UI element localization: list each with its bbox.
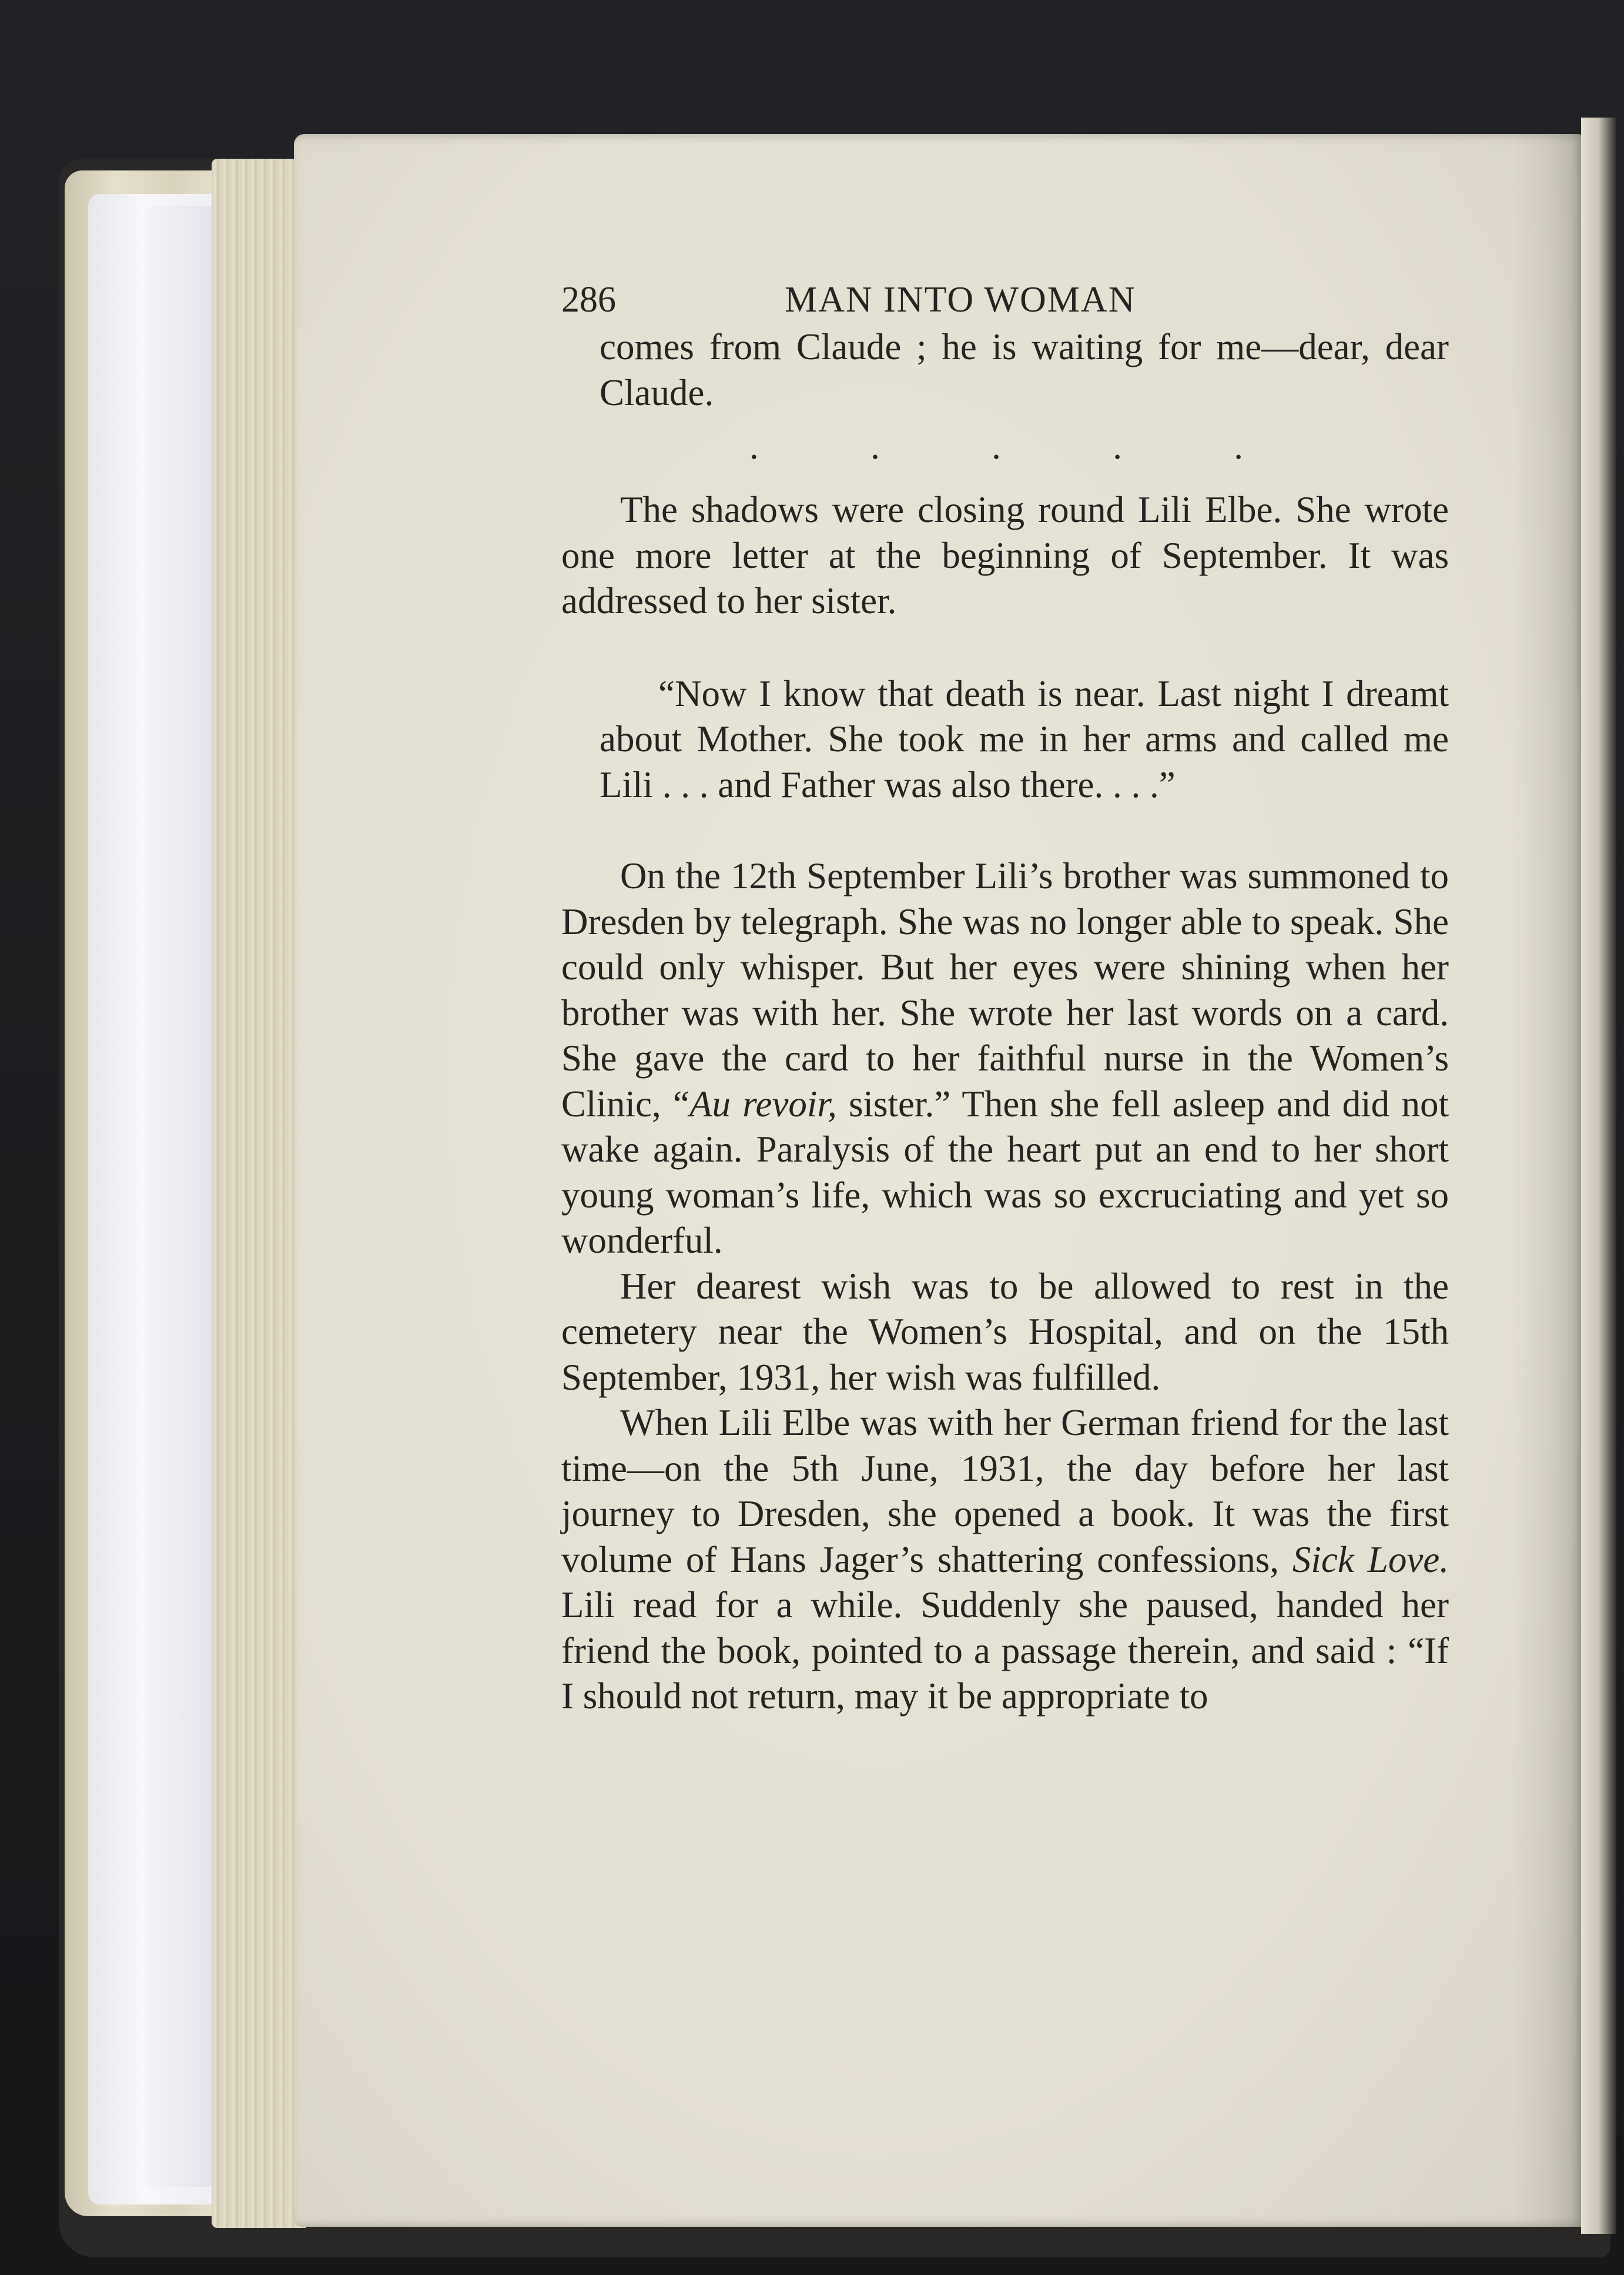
page-number: 286 bbox=[561, 280, 616, 320]
paragraph: The shadows were closing round Lili Elbe. She wrote one more letter at the beginning of September. It was addressed to her sister. bbox=[561, 489, 1449, 621]
section-break bbox=[749, 426, 1243, 467]
page-text bbox=[561, 277, 1449, 1719]
paragraph-text: On the 12th September Lili’s brother was summoned to Dresden by telegraph. She was no longer able to speak. She could only whisper. But her eyes were shining when her brother was with her. She wrote her last words on a card. She gave the card to her faithful nurse in the Women’s Clinic, “ bbox=[561, 855, 1449, 1125]
paragraph bbox=[561, 854, 1449, 1264]
paragraph: Her dearest wish was to be allowed to rest in the cemetery near the Women’s Hospital, and on the 15th September, 1931, her wish was fulfilled. bbox=[561, 1265, 1449, 1398]
page-fore-edges bbox=[212, 159, 306, 2228]
page-gutter-shadow bbox=[1513, 134, 1584, 2227]
left-page-edge-inner bbox=[147, 206, 217, 2187]
section-break-dot: . bbox=[1234, 426, 1243, 467]
book-binding bbox=[1581, 118, 1616, 2234]
running-head bbox=[561, 277, 1449, 324]
section-break-dot: . bbox=[749, 426, 759, 467]
paragraph-text: sister.” Then she fell asleep and did not wake again. Paralysis of the heart put an end to her short young woman’s life, which was so excruciating and yet so wonderful. bbox=[561, 1083, 1449, 1261]
book-title: Sick Love. bbox=[1292, 1538, 1449, 1580]
section-break-dot: . bbox=[992, 426, 1001, 467]
quote-text: “Now I know that death is near. Last night I dreamt about Mother. She took me in her arms and called me Lili . . . and Father was also there. . . .” bbox=[600, 673, 1449, 805]
italic-phrase: Au revoir, bbox=[689, 1083, 837, 1125]
paragraph-text: When Lili Elbe was with her German friend for the last time—on the 5th June, 1931, the day before her last journey to Dresden, she opened a book. It was the first volume of Hans Jager’s shattering confessions, bbox=[561, 1402, 1449, 1580]
running-title: MAN INTO WOMAN bbox=[785, 280, 1136, 320]
section-break-dot: . bbox=[1113, 426, 1122, 467]
block-quote bbox=[561, 671, 1449, 808]
paragraph-text: Lili read for a while. Suddenly she paused, handed her friend the book, pointed to a passage therein, and said : “If I should not return, may it be appropriate to bbox=[561, 1584, 1449, 1717]
section-break-dot: . bbox=[870, 426, 880, 467]
continuation-paragraph: comes from Claude ; he is waiting for me—dear, dear Claude. bbox=[600, 326, 1449, 413]
paragraph bbox=[561, 1400, 1449, 1719]
